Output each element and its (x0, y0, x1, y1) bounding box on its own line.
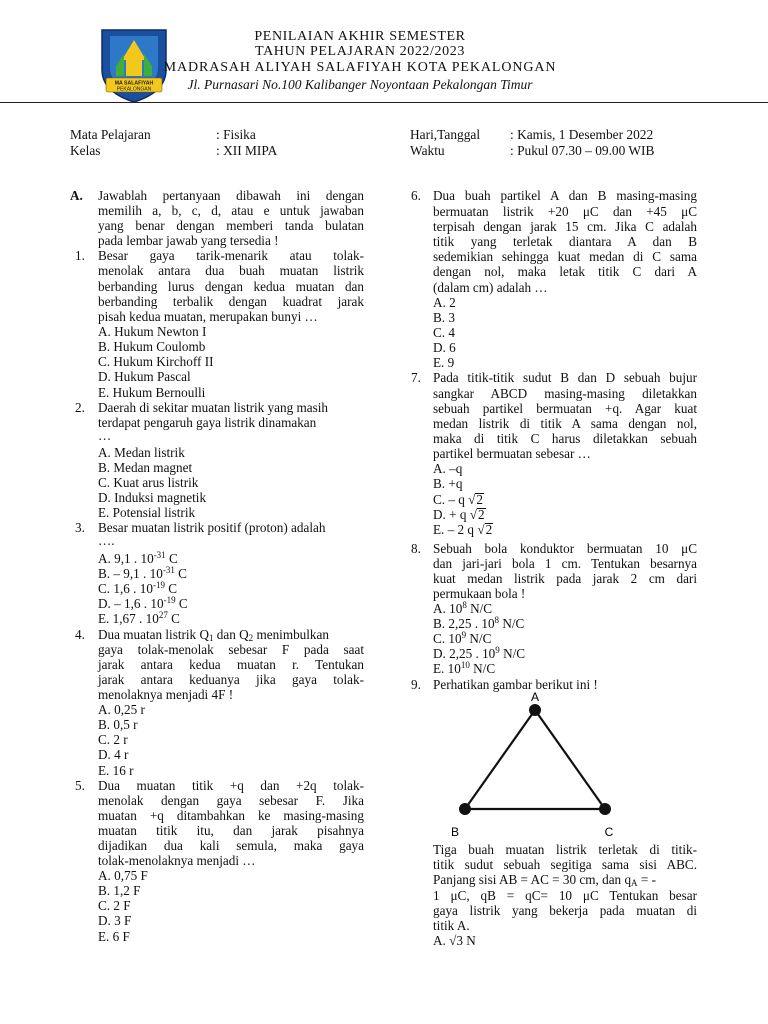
question-number: 2. (75, 400, 85, 415)
question-text: terdapat pengaruh gaya listrik dinamakan (98, 415, 317, 430)
question-text: menolak dengan gaya sebesar F. Jika (98, 793, 364, 808)
question-text: sebuah partikel bermuatan +q. Agar kuat (433, 401, 697, 416)
question-number: 4. (75, 627, 85, 642)
answer-option[interactable]: C. Kuat arus listrik (98, 475, 199, 490)
logo-text-2: PEKALONGAN (116, 86, 152, 93)
question-text: Besar gaya tarik-menarik atau tolak- (98, 248, 364, 263)
question-text: tolak-menolaknya menjadi … (98, 853, 256, 868)
question-text: 1 μC, qB = qC= 10 μC Tentukan besar (433, 888, 697, 903)
answer-option[interactable]: B. Hukum Coulomb (98, 339, 206, 354)
subject-label: Mata Pelajaran (70, 127, 151, 142)
question-text: sangkar ABCD masing-masing diletakkan (433, 386, 697, 401)
question-text: Dua buah partikel A dan B masing-masing (433, 188, 697, 203)
class-value: : XII MIPA (216, 143, 278, 158)
question-text: bermuatan listrik +20 μC dan +45 μC (433, 204, 697, 219)
question-number: 9. (411, 677, 421, 692)
question-text: berbanding terbalik dengan kuadrat jarak (98, 294, 364, 309)
answer-option[interactable]: C. $10^9$ N/C (433, 630, 492, 646)
question-text: medan listrik di titik A sama dengan nol, (433, 416, 697, 431)
instructions-line: pada lembar jawab yang tersedia ! (98, 233, 279, 248)
answer-option[interactable]: D. + q √2 (433, 507, 485, 522)
logo-text-1: MA SALAFIYAH (114, 80, 154, 87)
question-number: 7. (411, 370, 421, 385)
instructions-line: memilih a, b, c, d, atau e untuk jawaban (98, 203, 364, 218)
question-text: Daerah di sekitar muatan listrik yang masih (98, 400, 328, 415)
vertex-label-b: B (450, 825, 460, 839)
answer-option[interactable]: B. 0,5 r (98, 717, 138, 732)
answer-option[interactable]: E. Potensial listrik (98, 505, 196, 520)
answer-option[interactable]: A. √3 N (433, 933, 476, 948)
question-text: Dua muatan titik +q dan +2q tolak- (98, 778, 364, 793)
question-text: menolaknya menjadi 4F ! (98, 687, 234, 702)
charge-point-c (599, 803, 611, 815)
answer-option[interactable]: E. Hukum Bernoulli (98, 385, 206, 400)
triangle-outline (465, 710, 605, 809)
question-text: Tiga buah muatan listrik terletak di titik- (433, 842, 697, 857)
answer-option[interactable]: D. 3 F (98, 913, 132, 928)
header-year: TAHUN PELAJARAN 2022/2023 (255, 44, 465, 59)
question-text: gaya tolak-menolak sebesar F pada saat (98, 642, 364, 657)
question-text: jarak antara kedua muatan r. Tentukan (98, 657, 364, 672)
answer-option[interactable]: C. Hukum Kirchoff II (98, 354, 214, 369)
answer-option[interactable]: A. –q (433, 461, 463, 476)
vertex-label-c: C (604, 825, 614, 839)
question-number: 3. (75, 520, 85, 535)
question-text: jarak antara keduanya jika gaya tolak- (98, 672, 364, 687)
answer-option[interactable]: D. Induksi magnetik (98, 490, 207, 505)
time-value: : Pukul 07.30 – 09.00 WIB (510, 143, 655, 158)
answer-option[interactable]: A. 0,75 F (98, 868, 148, 883)
question-number: 6. (411, 188, 421, 203)
answer-option[interactable]: E. 16 r (98, 763, 134, 778)
triangle-diagram (440, 688, 640, 840)
question-text: dengan nol, maka letak titik C dari A (433, 264, 697, 279)
answer-option[interactable]: A. Hukum Newton I (98, 324, 207, 339)
answer-option[interactable]: B. 1,2 F (98, 883, 141, 898)
day-label: Hari,Tanggal (410, 127, 481, 142)
question-text: …. (98, 533, 115, 548)
question-text: menolak antara dua buah muatan listrik (98, 263, 364, 278)
answer-option[interactable]: C. 1,6 . $10^{-19}$ C (98, 580, 178, 596)
question-text: titik A. (433, 918, 470, 933)
answer-option[interactable]: D. 4 r (98, 747, 129, 762)
answer-option[interactable]: D. 6 (433, 340, 456, 355)
question-text: partikel bermuatan sebesar … (433, 446, 591, 461)
header-title: PENILAIAN AKHIR SEMESTER (254, 29, 466, 44)
answer-option[interactable]: E. 6 F (98, 929, 130, 944)
question-text: muatan +q ditambahkan ke masing-masing (98, 808, 364, 823)
class-label: Kelas (70, 143, 101, 158)
answer-option[interactable]: E. $10^{10}$ N/C (433, 660, 496, 676)
answer-option[interactable]: D. Hukum Pascal (98, 369, 191, 384)
question-text: muatan titik itu, dan jarak pisahnya (98, 823, 364, 838)
charge-point-a (529, 704, 541, 716)
vertex-label-a: A (530, 690, 540, 704)
question-text: gaya listrik yang bekerja pada muatan di (433, 903, 697, 918)
header-school: MADRASAH ALIYAH SALAFIYAH KOTA PEKALONGAN (163, 60, 557, 75)
answer-option[interactable]: C. 2 r (98, 732, 128, 747)
answer-option[interactable]: A. $10^8$ N/C (433, 600, 493, 616)
header-address: Jl. Purnasari No.100 Kalibanger Noyontaan Pekalongan Timur (187, 77, 533, 92)
question-text: titik sudut sebuah segitiga sama sisi ABC. (433, 857, 697, 872)
question-text: Dua muatan listrik $Q_1$ dan $Q_2$ menimbulkan (98, 627, 329, 643)
answer-option[interactable]: D. 2,25 . $10^9$ N/C (433, 645, 526, 661)
answer-option[interactable]: A. 2 (433, 295, 456, 310)
day-value: : Kamis, 1 Desember 2022 (510, 127, 654, 142)
time-label: Waktu (410, 143, 445, 158)
answer-option[interactable]: B. 3 (433, 310, 455, 325)
answer-option[interactable]: B. Medan magnet (98, 460, 193, 475)
question-text: terpisah dengan jarak 15 cm. Jika C adalah (433, 219, 697, 234)
answer-option[interactable]: C. – q √2 (433, 492, 484, 507)
question-text: maka di titik C harus diletakkan sebuah (433, 431, 697, 446)
answer-option[interactable]: B. – 9,1 . $10^{-31}$ C (98, 565, 187, 581)
instructions-line: Jawablah pertanyaan dibawah ini dengan (98, 188, 364, 203)
answer-option[interactable]: C. 2 F (98, 898, 131, 913)
question-text: Perhatikan gambar berikut ini ! (433, 677, 598, 692)
answer-option[interactable]: A. 9,1 . $10^{-31}$ C (98, 550, 178, 566)
answer-option[interactable]: E. – 2 q √2 (433, 522, 493, 537)
answer-option[interactable]: B. +q (433, 476, 463, 491)
question-number: 5. (75, 778, 85, 793)
question-text: permukaan bola ! (433, 586, 526, 601)
question-text: kuat medan listrik pada jarak 2 cm dari (433, 571, 697, 586)
answer-option[interactable]: C. 4 (433, 325, 455, 340)
question-number: 8. (411, 541, 421, 556)
answer-option[interactable]: A. Medan listrik (98, 445, 185, 460)
instructions-line: yang benar dengan memberi tanda bulatan (98, 218, 364, 233)
question-text: pisah kedua muatan, merupakan bunyi … (98, 309, 318, 324)
question-text: Pada titik-titik sudut B dan D sebuah bujur (433, 370, 697, 385)
question-text: Panjang sisi AB = AC = 30 cm, dan $q_A$ = - (433, 872, 656, 888)
question-text: sedemikian sehingga kuat medan di C sama (433, 249, 697, 264)
subject-value: : Fisika (216, 127, 256, 142)
question-text: dijadikan dua kali semula, maka gaya (98, 838, 364, 853)
section-letter: A. (70, 188, 83, 203)
question-text: … (98, 428, 112, 443)
question-text: Besar muatan listrik positif (proton) adalah (98, 520, 326, 535)
answer-option[interactable]: A. 0,25 r (98, 702, 145, 717)
question-text: titik yang terletak diantara A dan B (433, 234, 697, 249)
answer-option[interactable]: E. 1,67 . $10^{27}$ C (98, 610, 180, 626)
question-text: berbanding lurus dengan kedua muatan dan (98, 279, 364, 294)
answer-option[interactable]: E. 9 (433, 355, 455, 370)
question-text: (dalam cm) adalah … (433, 280, 548, 295)
answer-option[interactable]: B. 2,25 . $10^8$ N/C (433, 615, 525, 631)
answer-option[interactable]: D. – 1,6 . $10^{-19}$ C (98, 595, 188, 611)
question-number: 1. (75, 248, 85, 263)
charge-point-b (459, 803, 471, 815)
question-text: Sebuah bola konduktor bermuatan 10 μC (433, 541, 697, 556)
question-text: dan jari-jari bola 1 cm. Tentukan besarnya (433, 556, 697, 571)
